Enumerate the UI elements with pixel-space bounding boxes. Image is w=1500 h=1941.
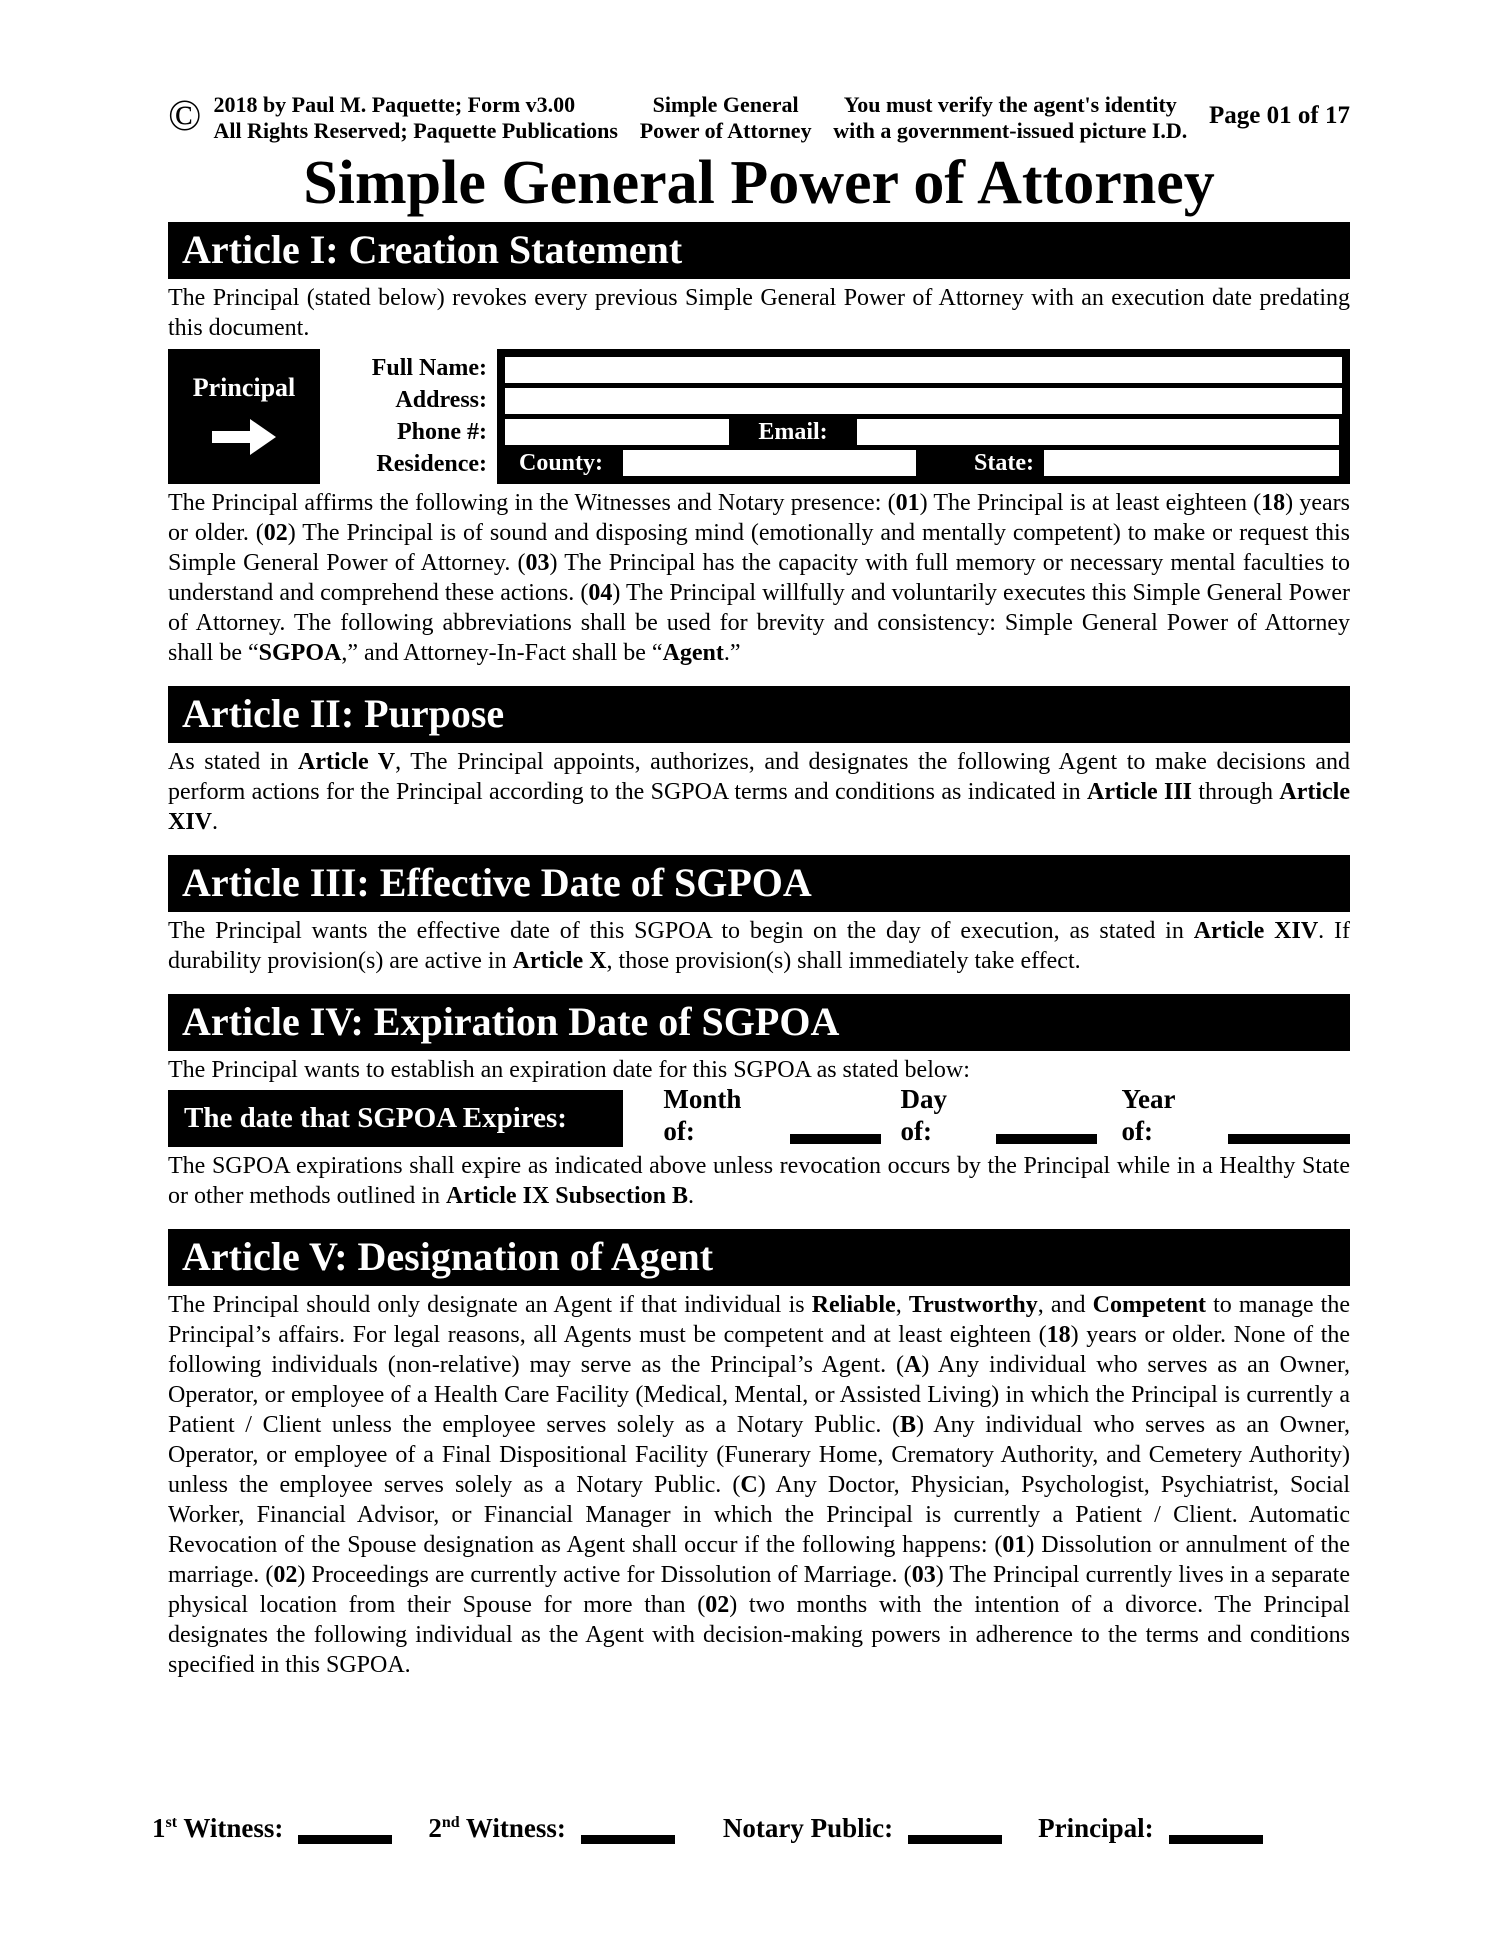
notice-line1: You must verify the agent's identity (843, 92, 1177, 117)
principal-fields-grid (497, 349, 1350, 484)
principal-signature-line[interactable] (1169, 1835, 1263, 1844)
article-5-heading: Article V: Designation of Agent (168, 1229, 1350, 1286)
page-title: Simple General Power of Attorney (303, 149, 1215, 217)
witness1-ordinal: st (165, 1814, 178, 1831)
article-1-intro: The Principal (stated below) revokes every previous Simple General Power of Attorney with an execution date predating this document. (168, 285, 1350, 341)
email-label: Email: (758, 419, 828, 445)
full-name-input[interactable] (505, 357, 1342, 383)
address-row (505, 388, 1342, 414)
page-header (168, 92, 1350, 144)
month-input[interactable] (790, 1134, 881, 1144)
phone-email-row (505, 419, 1342, 445)
notice-line2: with a government-issued picture I.D. (833, 118, 1188, 143)
residence-row (505, 450, 1342, 476)
notary-signature-line[interactable] (908, 1835, 1002, 1844)
residence-label: Residence: (376, 451, 487, 477)
identity-notice (833, 92, 1187, 144)
phone-label: Phone #: (397, 419, 487, 445)
signature-footer (152, 1812, 1263, 1844)
doc-type-block (640, 92, 812, 144)
address-label: Address: (395, 387, 487, 413)
article-5-body: The Principal should only designate an Agent if that individual is Reliable, Trustworthy, and Competent to manage the Principal’s affairs. For legal reasons, all Agents must be competent and at least eighteen (18) years or older. None of the following individuals (non-relative) may serve as the Principal’s Agent. (A) Any individual who serves as an Owner, Operator, or employee of a Health Care Facility (Medical, Mental, or Assisted Living) in which the Principal is currently a Patient / Client unless the employee serves solely as a Notary Public. (B) Any individual who serves as an Owner, Operator, or employee of a Final Dispositional Facility (Funerary Home, Crematory Authority, and Cemetery Authority) unless the employee serves solely as a Notary Public. (C) Any Doctor, Physician, Psychologist, Psychiatrist, Social Worker, Financial Advisor, or Financial Manager in which the Principal is currently a Patient / Client. Automatic Revocation of the Spouse designation as Agent shall occur if the following happens: (01) Dissolution or annulment of the marriage. (02) Proceedings are currently active for Dissolution of Marriage. (03) The Principal currently lives in a separate physical location from their Spouse for more than (02) two months with the intention of a divorce. The Principal designates the following individual as the Agent with decision-making powers in adherence to the terms and conditions specified in this SGPOA. (168, 1292, 1351, 1678)
month-label: Month of: (663, 1084, 742, 1146)
article-3-heading: Article III: Effective Date of SGPOA (168, 855, 1350, 912)
copyright-line1: 2018 by Paul M. Paquette; Form v3.00 (213, 92, 576, 117)
residence-row-spacer (916, 450, 964, 476)
state-input[interactable] (1044, 450, 1339, 476)
copyright-text (213, 92, 618, 144)
day-label: Day of: (900, 1084, 948, 1146)
year-label: Year of: (1121, 1084, 1175, 1146)
witness2-group (428, 1812, 675, 1844)
witness1-label: 1st Witness: (152, 1813, 284, 1843)
principal-form (168, 349, 1350, 484)
expiration-date-row (168, 1084, 1350, 1147)
article-2-heading: Article II: Purpose (168, 686, 1350, 743)
article-1-heading: Article I: Creation Statement (168, 222, 1350, 279)
principal-pointer-box (168, 349, 320, 484)
witness2-ordinal: nd (441, 1814, 460, 1831)
address-input[interactable] (505, 388, 1342, 414)
principal-box-label: Principal (192, 373, 296, 402)
article-4-heading: Article IV: Expiration Date of SGPOA (168, 994, 1350, 1051)
notary-group (723, 1812, 1002, 1844)
principal-field-labels (320, 349, 497, 484)
page-number: Page 01 of 17 (1209, 102, 1350, 129)
full-name-row (505, 357, 1342, 383)
arrow-right-icon (212, 419, 276, 460)
email-input[interactable] (857, 419, 1339, 445)
expiration-box-label: The date that SGPOA Expires: (168, 1090, 623, 1147)
day-input[interactable] (996, 1134, 1097, 1144)
full-name-label: Full Name: (371, 355, 487, 381)
copyright-icon: © (168, 91, 202, 140)
witness2-label: 2nd Witness: (428, 1813, 566, 1843)
doc-type-line2: Power of Attorney (639, 118, 812, 143)
article-4-intro: The Principal wants to establish an expiration date for this SGPOA as stated below: (168, 1057, 970, 1083)
article-2-body: As stated in Article V, The Principal appoints, authorizes, and designates the following Agent to make decisions and perform actions for the Principal according to the SGPOA terms and conditions as indicated in Article III through Article XIV. (168, 749, 1351, 835)
principal-signature-label: Principal: (1038, 1813, 1154, 1843)
state-label: State: (974, 450, 1034, 476)
notary-label: Notary Public: (722, 1813, 894, 1843)
phone-input[interactable] (505, 419, 729, 445)
copyright-line2: All Rights Reserved; Paquette Publications (213, 118, 618, 143)
year-input[interactable] (1228, 1134, 1350, 1144)
article-1-affirmations: The Principal affirms the following in the Witnesses and Notary presence: (01) The Principal is at least eighteen (18) years or older. (02) The Principal is of sound and disposing mind (emotionally and mentally competent) to make or request this Simple General Power of Attorney. (03) The Principal has the capacity with full memory or necessary mental faculties to understand and comprehend these actions. (04) The Principal willfully and voluntarily executes this Simple General Power of Attorney. The following abbreviations shall be used for brevity and consistency: Simple General Power of Attorney shall be “SGPOA,” and Attorney-In-Fact shall be “Agent.” (168, 490, 1350, 666)
article-4-outro: The SGPOA expirations shall expire as indicated above unless revocation occurs by the Principal while in a Healthy State or other methods outlined in Article IX Subsection B. (168, 1153, 1350, 1209)
article-3-body: The Principal wants the effective date of this SGPOA to begin on the day of execution, as stated in Article XIV. If durability provision(s) are active in Article X, those provision(s) shall immediately take effect. (168, 918, 1350, 974)
doc-type-line1: Simple General (652, 92, 799, 117)
principal-signature-group (1038, 1812, 1263, 1844)
copyright-block (168, 92, 618, 144)
county-input[interactable] (623, 450, 916, 476)
witness1-signature-line[interactable] (298, 1835, 392, 1844)
witness1-group (152, 1812, 392, 1844)
county-label: County: (519, 450, 604, 476)
witness2-signature-line[interactable] (581, 1835, 675, 1844)
